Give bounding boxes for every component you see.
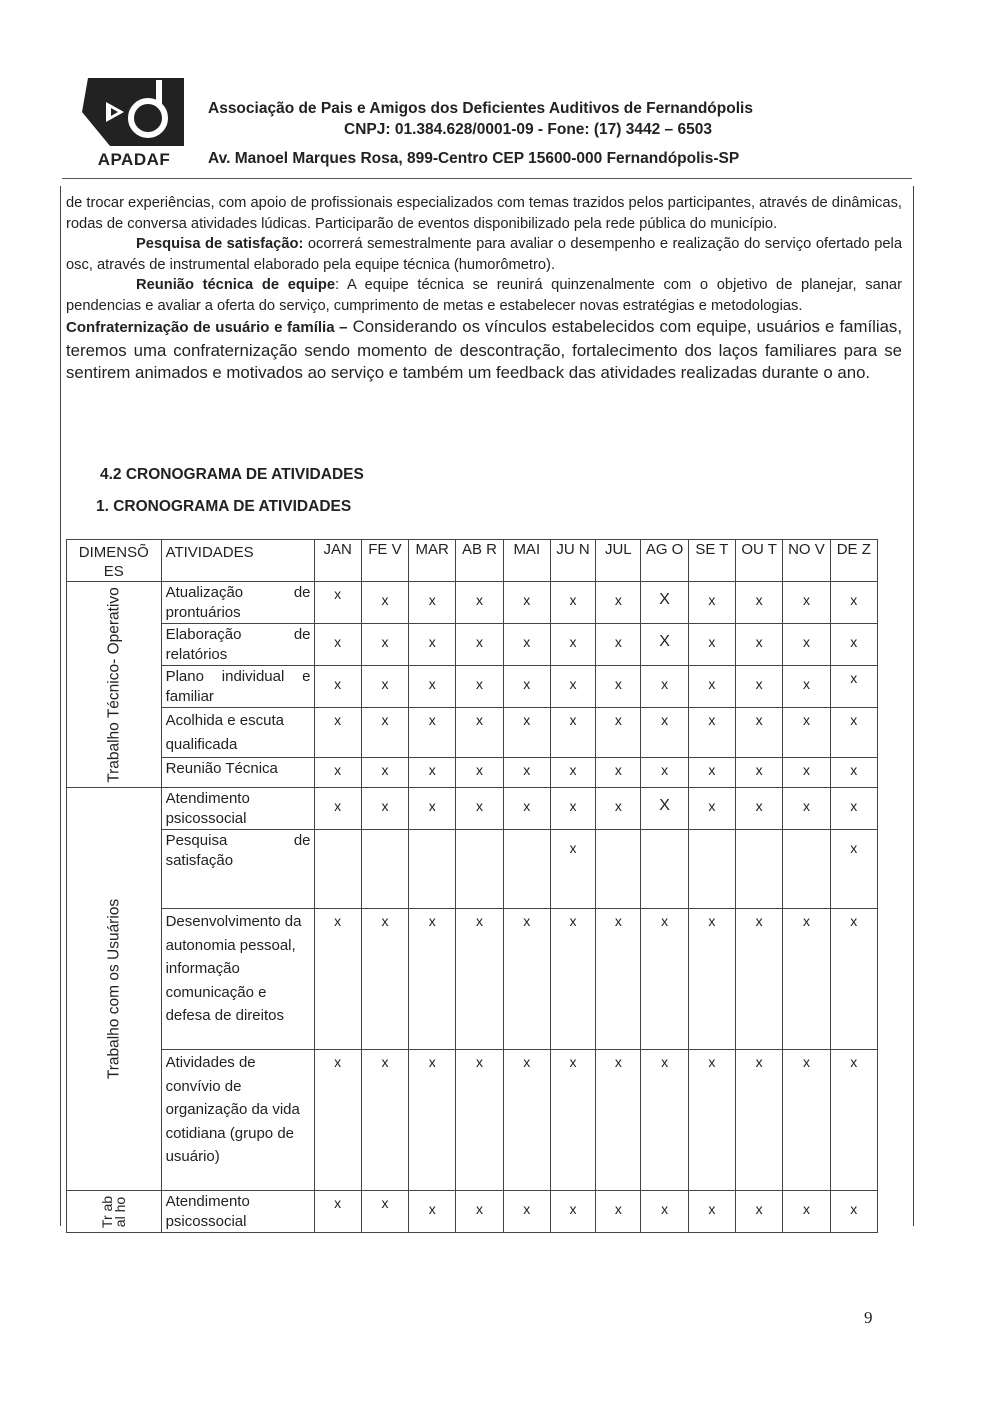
month-mark: x xyxy=(503,708,550,758)
confraternization-text: Considerando os vínculos estabelecidos com equipe, usuários e famílias, teremos uma confraternização sendo momento de descontração, fortalecimento dos laços familiares para se sentirem animados e motivados ao serviço e também um feedback das atividades realizadas durante o ano. xyxy=(66,317,902,382)
dimension-work-partial xyxy=(67,1191,162,1233)
activity-cell: Atualização de prontuários xyxy=(161,582,314,624)
month-mark: x xyxy=(688,666,735,708)
month-mark: x xyxy=(830,788,877,830)
month-mark: x xyxy=(736,1191,783,1233)
header-month: MAI xyxy=(503,540,550,582)
month-mark: x xyxy=(503,666,550,708)
month-mark: x xyxy=(409,909,456,1050)
header-divider xyxy=(62,178,912,179)
page-number: 9 xyxy=(864,1308,873,1327)
month-mark xyxy=(361,830,408,909)
month-mark: x xyxy=(688,788,735,830)
paragraph-team-meeting xyxy=(66,275,902,316)
month-mark: x xyxy=(688,909,735,1050)
month-mark xyxy=(409,830,456,909)
month-mark: x xyxy=(830,1050,877,1191)
activity-cell: Atendimento psicossocial xyxy=(161,1191,314,1233)
month-mark: x xyxy=(456,624,503,666)
header-month: JUL xyxy=(596,540,641,582)
month-mark: x xyxy=(550,758,595,788)
month-mark: x xyxy=(688,758,735,788)
month-mark: x xyxy=(736,624,783,666)
month-mark: x xyxy=(361,909,408,1050)
month-mark: x xyxy=(409,758,456,788)
month-mark: x xyxy=(783,582,830,624)
month-mark: x xyxy=(783,666,830,708)
month-mark: x xyxy=(456,758,503,788)
paragraph-satisfaction-survey xyxy=(66,234,902,275)
month-mark: x xyxy=(736,909,783,1050)
month-mark: x xyxy=(503,1050,550,1191)
month-mark: x xyxy=(688,1050,735,1191)
month-mark: X xyxy=(641,582,688,624)
header-month: AG O xyxy=(641,540,688,582)
month-mark: x xyxy=(830,624,877,666)
month-mark: x xyxy=(830,758,877,788)
dimension-users xyxy=(67,788,162,1191)
month-mark: x xyxy=(550,666,595,708)
dimension-label: Tr ab al ho xyxy=(98,1195,128,1228)
month-mark: x xyxy=(783,758,830,788)
month-mark: x xyxy=(641,758,688,788)
month-mark: x xyxy=(641,666,688,708)
month-mark: x xyxy=(361,788,408,830)
month-mark: x xyxy=(641,1191,688,1233)
month-mark: x xyxy=(688,708,735,758)
month-mark: x xyxy=(409,1191,456,1233)
month-mark: x xyxy=(314,909,361,1050)
activity-cell: Reunião Técnica xyxy=(161,758,314,788)
month-mark: x xyxy=(688,1191,735,1233)
month-mark: x xyxy=(783,708,830,758)
month-mark: x xyxy=(456,666,503,708)
satisfaction-text: ocorrerá semestralmente para avaliar o desempenho e realização do serviço ofertado pela osc, através de instrumental elaborado pela equipe técnica (humorômetro). xyxy=(66,236,902,273)
month-mark xyxy=(596,830,641,909)
apadaf-logo xyxy=(78,76,190,168)
month-mark xyxy=(503,830,550,909)
month-mark: x xyxy=(641,708,688,758)
activity-cell: Desenvolvimento da autonomia pessoal, informação comunicação e defesa de direitos xyxy=(161,909,314,1050)
month-mark: x xyxy=(641,909,688,1050)
header-address: Av. Manoel Marques Rosa, 899-Centro CEP 15600-000 Fernandópolis-SP xyxy=(208,150,740,167)
month-mark: x xyxy=(596,1050,641,1191)
month-mark: x xyxy=(361,1191,408,1233)
month-mark: x xyxy=(783,1050,830,1191)
schedule-table xyxy=(66,539,878,1233)
month-mark xyxy=(688,830,735,909)
table-row xyxy=(67,1191,878,1233)
month-mark: x xyxy=(314,758,361,788)
satisfaction-label: Pesquisa de satisfação: xyxy=(136,236,304,252)
dimension-label: Trabalho Técnico- Operativo xyxy=(105,586,123,783)
header-month: NO V xyxy=(783,540,830,582)
month-mark: x xyxy=(503,624,550,666)
month-mark: x xyxy=(503,788,550,830)
month-mark: x xyxy=(783,624,830,666)
activity-cell: Atividades de convívio de organização da vida cotidiana (grupo de usuário) xyxy=(161,1050,314,1191)
month-mark: x xyxy=(503,758,550,788)
month-mark: x xyxy=(409,788,456,830)
confraternization-label: Confraternização de usuário e família – xyxy=(66,319,348,336)
month-mark: x xyxy=(830,666,877,708)
apadaf-logo-icon xyxy=(80,76,186,148)
month-mark: x xyxy=(830,909,877,1050)
month-mark: x xyxy=(783,1191,830,1233)
month-mark: x xyxy=(596,909,641,1050)
month-mark: X xyxy=(641,788,688,830)
month-mark: x xyxy=(456,788,503,830)
month-mark: x xyxy=(361,666,408,708)
table-row xyxy=(67,788,878,830)
month-mark: x xyxy=(596,624,641,666)
month-mark: x xyxy=(456,708,503,758)
month-mark xyxy=(736,830,783,909)
month-mark: x xyxy=(314,582,361,624)
month-mark: x xyxy=(456,1050,503,1191)
month-mark: x xyxy=(503,582,550,624)
header-month: JU N xyxy=(550,540,595,582)
header-month: SE T xyxy=(688,540,735,582)
activity-cell: Elaboração de relatórios xyxy=(161,624,314,666)
month-mark: x xyxy=(783,788,830,830)
month-mark: x xyxy=(550,909,595,1050)
month-mark: x xyxy=(550,830,595,909)
table-row xyxy=(67,830,878,909)
month-mark: x xyxy=(736,582,783,624)
month-mark: x xyxy=(596,1191,641,1233)
month-mark: x xyxy=(314,666,361,708)
activity-cell: Plano individual e familiar xyxy=(161,666,314,708)
month-mark: x xyxy=(361,1050,408,1191)
table-row xyxy=(67,909,878,1050)
month-mark: x xyxy=(314,1050,361,1191)
month-mark: x xyxy=(596,708,641,758)
activity-cell: Atendimento psicossocial xyxy=(161,788,314,830)
paragraph-confraternization xyxy=(66,316,902,385)
table-row xyxy=(67,1050,878,1191)
month-mark: x xyxy=(361,624,408,666)
month-mark: x xyxy=(361,582,408,624)
month-mark: x xyxy=(456,582,503,624)
month-mark: x xyxy=(361,758,408,788)
header-cnpj-phone: CNPJ: 01.384.628/0001-09 - Fone: (17) 3442 – 6503 xyxy=(344,121,712,138)
month-mark: x xyxy=(409,666,456,708)
month-mark: x xyxy=(550,1050,595,1191)
paragraph-experiences: de trocar experiências, com apoio de profissionais especializados com temas trazidos pelos participantes, através de dinâmicas, rodas de conversa atividades lúdicas. Participarão de eventos disponibilizado pela rede pública do município. xyxy=(66,195,902,232)
header-month: DE Z xyxy=(830,540,877,582)
month-mark: x xyxy=(314,788,361,830)
month-mark: x xyxy=(550,624,595,666)
month-mark: x xyxy=(314,1191,361,1233)
month-mark: x xyxy=(830,1191,877,1233)
month-mark: x xyxy=(409,708,456,758)
header-month: OU T xyxy=(736,540,783,582)
header-activities: ATIVIDADES xyxy=(161,540,314,582)
month-mark: x xyxy=(456,909,503,1050)
month-mark: x xyxy=(736,666,783,708)
month-mark: x xyxy=(783,909,830,1050)
table-row xyxy=(67,758,878,788)
month-mark: x xyxy=(830,830,877,909)
month-mark: x xyxy=(314,624,361,666)
logo-text: APADAF xyxy=(97,150,171,169)
month-mark xyxy=(456,830,503,909)
month-mark: x xyxy=(409,1050,456,1191)
header-month: MAR xyxy=(409,540,456,582)
list-title: 1. CRONOGRAMA DE ATIVIDADES xyxy=(96,498,352,515)
header-month: JAN xyxy=(314,540,361,582)
header-month: FE V xyxy=(361,540,408,582)
month-mark: x xyxy=(688,624,735,666)
month-mark: x xyxy=(641,1050,688,1191)
table-row xyxy=(67,666,878,708)
activity-cell: Acolhida e escuta qualificada xyxy=(161,708,314,758)
month-mark: x xyxy=(736,1050,783,1191)
month-mark xyxy=(641,830,688,909)
month-mark: x xyxy=(830,582,877,624)
table-header-row xyxy=(67,540,878,582)
header-dimensions: DIMENSÕ ES xyxy=(67,540,162,582)
month-mark: x xyxy=(314,708,361,758)
team-meeting-text: : A equipe técnica se reunirá quinzenalmente com o objetivo de planejar, sanar pendencias e avaliar a oferta do serviço, cumprimento de metas e estabelecer novas estratégias e metodologias. xyxy=(66,277,902,314)
month-mark: x xyxy=(596,788,641,830)
header-month: AB R xyxy=(456,540,503,582)
month-mark: x xyxy=(456,1191,503,1233)
month-mark: X xyxy=(641,624,688,666)
month-mark: x xyxy=(550,788,595,830)
month-mark xyxy=(783,830,830,909)
month-mark: x xyxy=(409,624,456,666)
month-mark: x xyxy=(736,758,783,788)
month-mark: x xyxy=(550,1191,595,1233)
month-mark: x xyxy=(361,708,408,758)
header-association-name: Associação de Pais e Amigos dos Deficientes Auditivos de Fernandópolis xyxy=(208,100,753,117)
activity-cell: Pesquisa de satisfação xyxy=(161,830,314,909)
table-row xyxy=(67,708,878,758)
month-mark: x xyxy=(596,582,641,624)
month-mark: x xyxy=(830,708,877,758)
team-meeting-label: Reunião técnica de equipe xyxy=(136,277,336,293)
month-mark: x xyxy=(736,788,783,830)
month-mark: x xyxy=(503,909,550,1050)
month-mark: x xyxy=(550,582,595,624)
table-row xyxy=(67,582,878,624)
month-mark: x xyxy=(736,708,783,758)
dimension-technical-operative xyxy=(67,582,162,788)
month-mark: x xyxy=(596,666,641,708)
section-title: 4.2 CRONOGRAMA DE ATIVIDADES xyxy=(100,466,364,483)
month-mark: x xyxy=(596,758,641,788)
month-mark: x xyxy=(688,582,735,624)
body-text xyxy=(66,193,902,385)
month-mark: x xyxy=(503,1191,550,1233)
table-row xyxy=(67,624,878,666)
month-mark xyxy=(314,830,361,909)
dimension-label: Trabalho com os Usuários xyxy=(105,898,123,1080)
month-mark: x xyxy=(550,708,595,758)
month-mark: x xyxy=(409,582,456,624)
